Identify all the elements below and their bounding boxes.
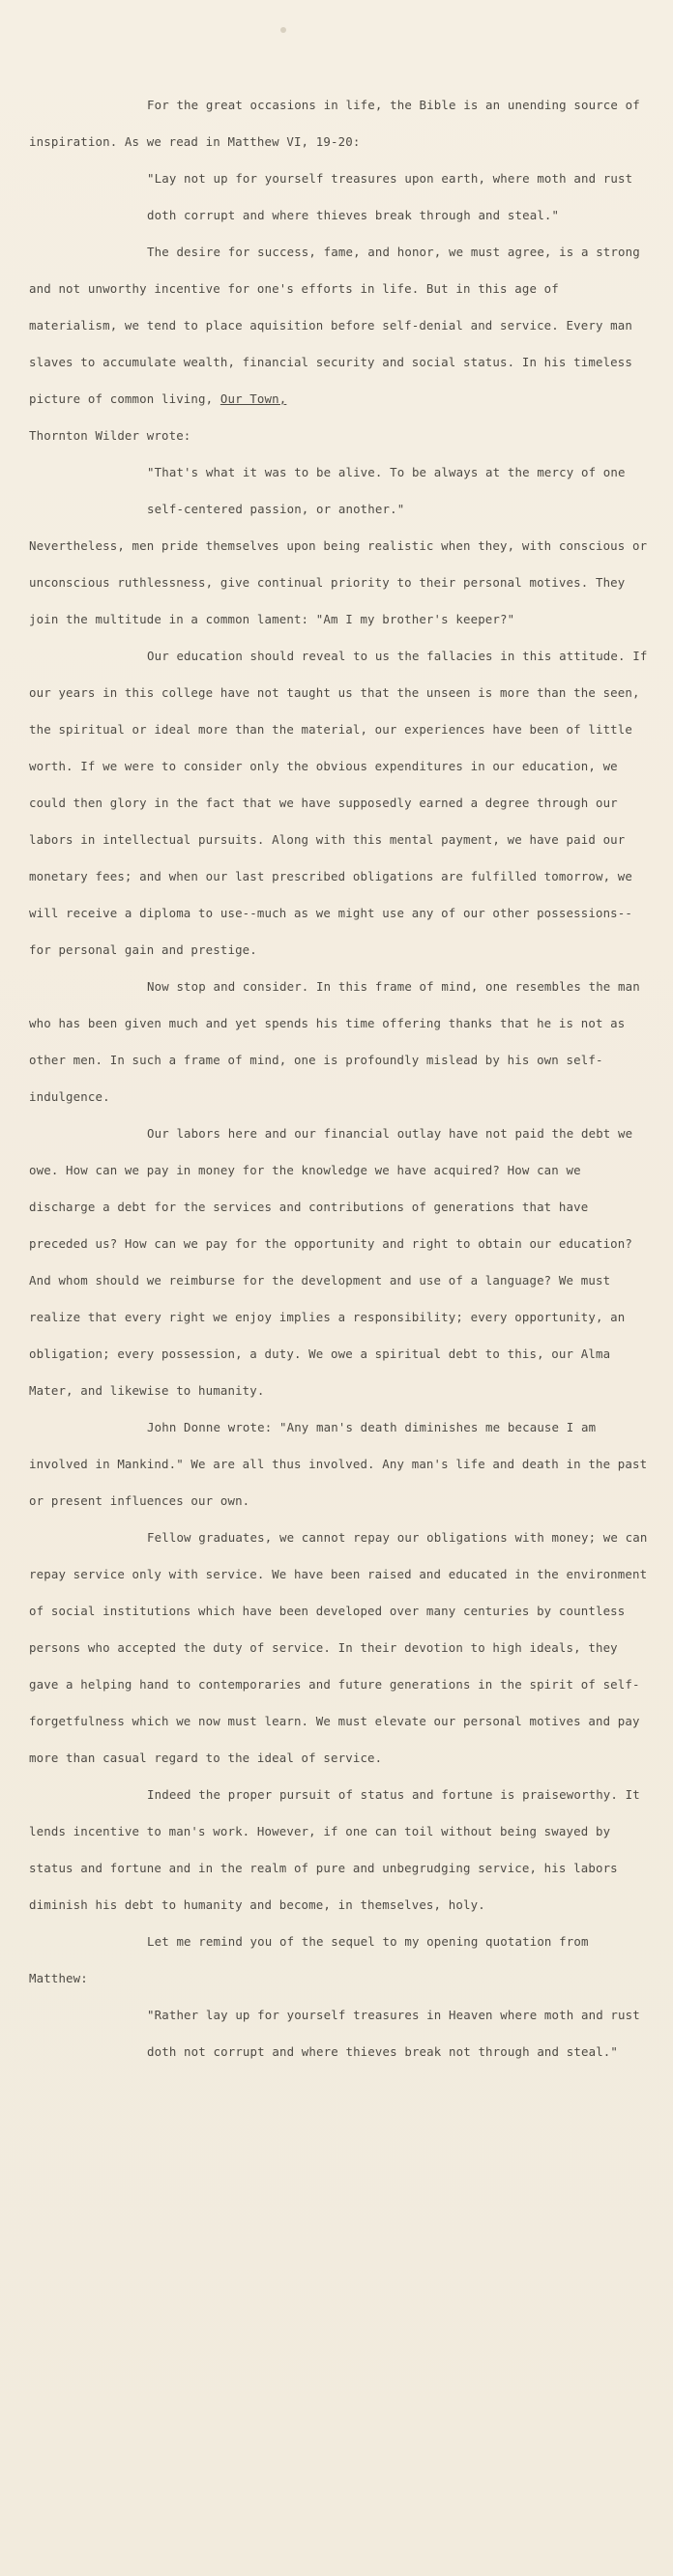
paragraph-success bbox=[29, 234, 648, 454]
paragraph-success-wilder: Thornton Wilder wrote: bbox=[29, 428, 191, 443]
paragraph-remind: Let me remind you of the sequel to my opening quotation from Matthew: bbox=[29, 1934, 589, 1985]
paragraph-success-text: The desire for success, fame, and honor, we must agree, is a strong and not unworthy incentive for one's efforts in life. But in this age of materialism, we tend to place aquisition before self-denial and service. Every man slaves to accumulate wealth, financial security and social status. In his timeless picture of common living, bbox=[29, 245, 640, 406]
quotation-matthew-closing: "Rather lay up for yourself treasures in Heaven where moth and rust doth not corrupt and where thieves break not through and steal." bbox=[147, 2008, 640, 2059]
paragraph-donne: John Donne wrote: "Any man's death diminishes me because I am involved in Mankind." We are all thus involved. Any man's life and death in the past or present influences our own. bbox=[29, 1420, 648, 1508]
quotation-matthew-first: "Lay not up for yourself treasures upon earth, where moth and rust doth corrupt and where thieves break through and steal." bbox=[147, 171, 633, 222]
book-title-our-town: Our Town, bbox=[219, 391, 287, 406]
paragraph-stop-consider: Now stop and consider. In this frame of mind, one resembles the man who has been given much and yet spends his time offering thanks that he is not as other men. In such a frame of mind, one is profoundly mislead by his own self-indulgence. bbox=[29, 979, 640, 1104]
paper-mark bbox=[280, 27, 286, 33]
quotation-wilder bbox=[147, 454, 648, 528]
paragraph-education: Our education should reveal to us the fallacies in this attitude. If our years in this college have not taught us that the unseen is more than the seen, the spiritual or ideal more than the material, our experiences have been of little worth. If we were to consider only the obvious expenditures in our education, we could then glory in the fact that we have supposedly earned a degree through our labors in intellectual pursuits. Along with this mental payment, we have paid our monetary fees; and when our last prescribed obligations are fulfilled tomorrow, we will receive a diploma to use--much as we might use any of our other possessions--for personal gain and prestige. bbox=[29, 649, 648, 957]
paragraph-pursuit: Indeed the proper pursuit of status and fortune is praiseworthy. It lends incentive to man's work. However, if one can toil without being swayed by status and fortune and in the realm of pure and unbegrudging service, his labors diminish his debt to humanity and become, in themselves, holy. bbox=[29, 1787, 640, 1912]
speech-text bbox=[29, 87, 648, 2070]
quotation-wilder-text: "That's what it was to be alive. To be always at the mercy of one self-centered passion, or another." bbox=[147, 465, 626, 516]
paragraph-labors: Our labors here and our financial outlay have not paid the debt we owe. How can we pay in money for the knowledge we have acquired? How can we discharge a debt for the services and contributions of generations that have preceded us? How can we pay for the opportunity and right to obtain our education? And whom should we reimburse for the development and use of a language? We must realize that every right we enjoy implies a responsibility; every opportunity, an obligation; every possession, a duty. We owe a spiritual debt to this, our Alma Mater, and likewise to humanity. bbox=[29, 1126, 633, 1398]
paragraph-fellow-graduates: Fellow graduates, we cannot repay our obligations with money; we can repay service only with service. We have been raised and educated in the environment of social institutions which have been developed over many centuries by countless persons who accepted the duty of service. In their devotion to high ideals, they gave a helping hand to contemporaries and future generations in the spirit of self-forgetfulness which we now must learn. We must elevate our personal motives and pay more than casual regard to the ideal of service. bbox=[29, 1530, 648, 1765]
paragraph-opening: For the great occasions in life, the Bible is an unending source of inspiration. As we read in Matthew VI, 19-20: bbox=[29, 98, 640, 149]
paragraph-nevertheless: Nevertheless, men pride themselves upon being realistic when they, with conscious or unconscious ruthlessness, give continual priority to their personal motives. They join the multitude in a common lament: "Am I my brother's keeper?" bbox=[29, 538, 648, 626]
